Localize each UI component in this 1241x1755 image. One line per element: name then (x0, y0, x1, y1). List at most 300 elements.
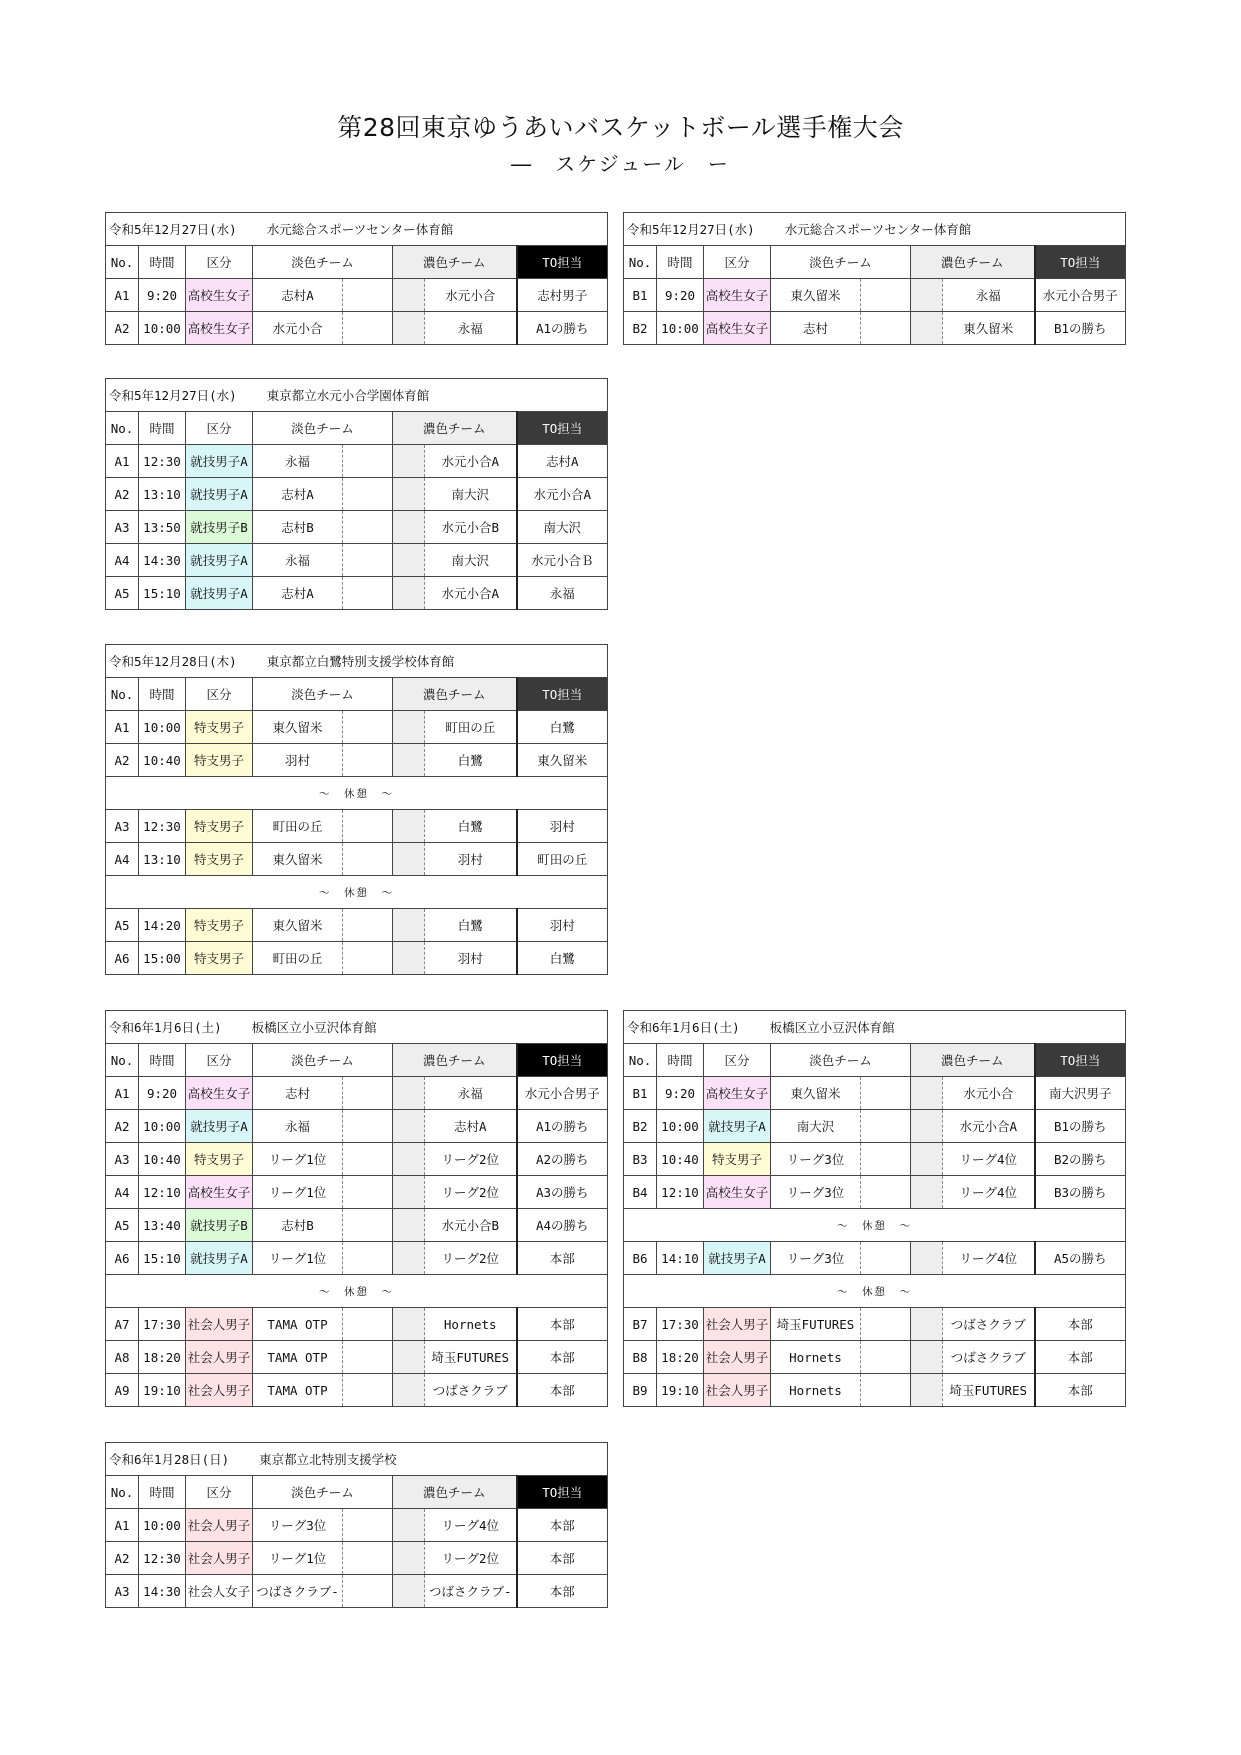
light-team: 埼玉FUTURES (771, 1308, 861, 1341)
to-assignment: 本部 (517, 1575, 608, 1608)
match-time: 10:00 (139, 711, 186, 744)
header-to: TO担当 (517, 246, 608, 279)
light-team-spacer (861, 1176, 911, 1209)
to-assignment: 町田の丘 (517, 843, 608, 876)
dark-team: 南大沢 (425, 478, 517, 511)
dark-team: 白鷺 (425, 909, 517, 942)
venue-date: 令和6年1月28日(日) (109, 1452, 230, 1467)
header-time: 時間 (139, 1044, 186, 1077)
dark-team-spacer (393, 1209, 425, 1242)
match-category: 高校生女子 (704, 1176, 771, 1209)
match-category: 就技男子B (186, 1209, 253, 1242)
match-time: 12:30 (139, 810, 186, 843)
match-no: B9 (624, 1374, 657, 1407)
to-assignment: A4の勝ち (517, 1209, 608, 1242)
header-dark-team: 濃色チーム (393, 1044, 517, 1077)
schedule-table (105, 1442, 608, 1608)
match-time: 17:30 (657, 1308, 704, 1341)
match-row (624, 1143, 1126, 1176)
light-team-spacer (343, 478, 393, 511)
match-no: A5 (106, 1209, 139, 1242)
match-time: 10:40 (139, 744, 186, 777)
dark-team-spacer (911, 1374, 943, 1407)
header-light-team: 淡色チーム (771, 1044, 911, 1077)
to-assignment: 志村A (517, 445, 608, 478)
schedule-table (623, 1010, 1126, 1407)
light-team: 東久留米 (253, 909, 343, 942)
match-category: 就技男子A (186, 577, 253, 610)
header-time: 時間 (139, 678, 186, 711)
light-team-spacer (343, 744, 393, 777)
dark-team: つばさクラブ- (425, 1575, 517, 1608)
header-dark-team: 濃色チーム (393, 246, 517, 279)
to-assignment: 白鷺 (517, 942, 608, 975)
dark-team: つばさクラブ (425, 1374, 517, 1407)
match-no: B2 (624, 1110, 657, 1143)
header-no: No. (106, 246, 139, 279)
light-team: 羽村 (253, 744, 343, 777)
venue-name: 水元総合スポーツセンター体育館 (266, 222, 454, 237)
match-row (624, 1242, 1126, 1275)
match-row (106, 1143, 608, 1176)
venue-header (624, 1011, 1126, 1044)
header-dark-team: 濃色チーム (911, 246, 1035, 279)
light-team: 志村A (253, 279, 343, 312)
match-no: A1 (106, 711, 139, 744)
break-row (106, 777, 608, 810)
dark-team-spacer (393, 1077, 425, 1110)
match-category: 就技男子A (186, 445, 253, 478)
dark-team-spacer (393, 1176, 425, 1209)
match-time: 10:40 (139, 1143, 186, 1176)
table-header-row (624, 1044, 1126, 1077)
header-no: No. (624, 246, 657, 279)
match-time: 12:10 (657, 1176, 704, 1209)
match-no: A6 (106, 942, 139, 975)
table-header-row (106, 1044, 608, 1077)
dark-team-spacer (393, 711, 425, 744)
match-no: A4 (106, 843, 139, 876)
light-team-spacer (861, 1242, 911, 1275)
header-category: 区分 (704, 1044, 771, 1077)
to-assignment: B1の勝ち (1035, 312, 1126, 345)
light-team: Hornets (771, 1341, 861, 1374)
to-assignment: 水元小合A (517, 478, 608, 511)
venue-header (106, 379, 608, 412)
match-no: A1 (106, 279, 139, 312)
dark-team-spacer (393, 1242, 425, 1275)
dark-team-spacer (393, 1374, 425, 1407)
light-team-spacer (861, 312, 911, 345)
match-no: A9 (106, 1374, 139, 1407)
match-no: B8 (624, 1341, 657, 1374)
light-team-spacer (861, 1110, 911, 1143)
break-label: ～ 休憩 ～ (106, 1275, 608, 1308)
light-team: 東久留米 (253, 711, 343, 744)
header-to: TO担当 (517, 412, 608, 445)
match-category: 社会人男子 (704, 1308, 771, 1341)
match-row (624, 279, 1126, 312)
match-category: 社会人男子 (186, 1509, 253, 1542)
match-time: 9:20 (139, 1077, 186, 1110)
light-team: TAMA OTP (253, 1374, 343, 1407)
match-category: 社会人男子 (186, 1374, 253, 1407)
dark-team-spacer (911, 1341, 943, 1374)
header-dark-team: 濃色チーム (393, 678, 517, 711)
match-row (106, 843, 608, 876)
light-team-spacer (343, 711, 393, 744)
match-category: 社会人男子 (186, 1308, 253, 1341)
dark-team: 水元小合A (425, 577, 517, 610)
light-team-spacer (861, 1143, 911, 1176)
light-team: リーグ1位 (253, 1542, 343, 1575)
match-category: 就技男子A (704, 1242, 771, 1275)
page-subtitle: ― スケジュール ー (511, 152, 730, 176)
match-category: 社会人女子 (186, 1575, 253, 1608)
break-label: ～ 休憩 ～ (106, 876, 608, 909)
venue-date: 令和5年12月27日(水) (109, 388, 237, 403)
match-row (106, 511, 608, 544)
to-assignment: 水元小合男子 (517, 1077, 608, 1110)
dark-team-spacer (393, 942, 425, 975)
match-no: B1 (624, 279, 657, 312)
match-time: 12:30 (139, 1542, 186, 1575)
match-row (624, 1308, 1126, 1341)
break-label: ～ 休憩 ～ (624, 1275, 1126, 1308)
match-time: 13:10 (139, 843, 186, 876)
match-row (106, 1176, 608, 1209)
match-category: 社会人男子 (186, 1542, 253, 1575)
venue-name: 水元総合スポーツセンター体育館 (784, 222, 972, 237)
match-row (106, 577, 608, 610)
venue-header (106, 1011, 608, 1044)
light-team: 志村A (253, 478, 343, 511)
to-assignment: 羽村 (517, 909, 608, 942)
to-assignment: A3の勝ち (517, 1176, 608, 1209)
match-time: 9:20 (657, 1077, 704, 1110)
dark-team-spacer (393, 445, 425, 478)
match-category: 社会人男子 (704, 1374, 771, 1407)
dark-team: 水元小合 (425, 279, 517, 312)
to-assignment: A1の勝ち (517, 1110, 608, 1143)
light-team: 永福 (253, 445, 343, 478)
match-category: 就技男子A (704, 1110, 771, 1143)
to-assignment: B1の勝ち (1035, 1110, 1126, 1143)
match-category: 就技男子A (186, 478, 253, 511)
dark-team-spacer (393, 1341, 425, 1374)
match-time: 14:10 (657, 1242, 704, 1275)
dark-team: 埼玉FUTURES (943, 1374, 1035, 1407)
light-team: Hornets (771, 1374, 861, 1407)
venue-date: 令和5年12月27日(水) (109, 222, 237, 237)
match-row (106, 1575, 608, 1608)
dark-team: Hornets (425, 1308, 517, 1341)
light-team: リーグ1位 (253, 1242, 343, 1275)
to-assignment: 本部 (1035, 1308, 1126, 1341)
match-category: 高校生女子 (704, 312, 771, 345)
to-assignment: 本部 (517, 1308, 608, 1341)
header-time: 時間 (139, 1476, 186, 1509)
match-row (106, 312, 608, 345)
light-team-spacer (343, 1176, 393, 1209)
to-assignment: 東久留米 (517, 744, 608, 777)
light-team: TAMA OTP (253, 1341, 343, 1374)
match-no: A4 (106, 1176, 139, 1209)
match-time: 9:20 (139, 279, 186, 312)
table-header-row (624, 246, 1126, 279)
dark-team: リーグ4位 (943, 1176, 1035, 1209)
light-team-spacer (343, 1575, 393, 1608)
light-team: 志村 (253, 1077, 343, 1110)
light-team-spacer (343, 1374, 393, 1407)
dark-team-spacer (393, 544, 425, 577)
match-time: 10:00 (139, 1110, 186, 1143)
match-time: 18:20 (657, 1341, 704, 1374)
match-no: A4 (106, 544, 139, 577)
dark-team-spacer (393, 810, 425, 843)
dark-team: 水元小合B (425, 511, 517, 544)
match-category: 特支男子 (186, 909, 253, 942)
light-team-spacer (343, 1341, 393, 1374)
match-time: 14:20 (139, 909, 186, 942)
match-category: 特支男子 (186, 843, 253, 876)
light-team: 東久留米 (253, 843, 343, 876)
match-category: 特支男子 (186, 1143, 253, 1176)
match-row (106, 445, 608, 478)
dark-team-spacer (393, 843, 425, 876)
light-team-spacer (343, 279, 393, 312)
venue-date: 令和5年12月28日(木) (109, 654, 237, 669)
break-row (624, 1275, 1126, 1308)
match-category: 特支男子 (704, 1143, 771, 1176)
match-row (624, 1374, 1126, 1407)
light-team-spacer (343, 1242, 393, 1275)
to-assignment: 南大沢 (517, 511, 608, 544)
to-assignment: 羽村 (517, 810, 608, 843)
light-team-spacer (343, 1110, 393, 1143)
match-no: A5 (106, 909, 139, 942)
match-time: 18:20 (139, 1341, 186, 1374)
header-no: No. (106, 1476, 139, 1509)
match-no: A1 (106, 1509, 139, 1542)
dark-team-spacer (393, 1143, 425, 1176)
table-header-row (106, 246, 608, 279)
dark-team: 志村A (425, 1110, 517, 1143)
match-no: A3 (106, 1575, 139, 1608)
dark-team-spacer (911, 1242, 943, 1275)
dark-team: 南大沢 (425, 544, 517, 577)
header-dark-team: 濃色チーム (393, 412, 517, 445)
dark-team: 永福 (425, 1077, 517, 1110)
schedule-table (105, 378, 608, 610)
light-team: リーグ1位 (253, 1143, 343, 1176)
header-light-team: 淡色チーム (253, 1044, 393, 1077)
match-category: 就技男子B (186, 511, 253, 544)
table-header-row (106, 412, 608, 445)
to-assignment: 白鷺 (517, 711, 608, 744)
match-time: 10:40 (657, 1143, 704, 1176)
match-category: 特支男子 (186, 810, 253, 843)
dark-team: 羽村 (425, 843, 517, 876)
dark-team-spacer (393, 1110, 425, 1143)
dark-team: リーグ4位 (943, 1242, 1035, 1275)
match-no: A3 (106, 511, 139, 544)
schedule-table (105, 212, 608, 345)
match-row (106, 744, 608, 777)
match-row (624, 1176, 1126, 1209)
light-team: 志村B (253, 511, 343, 544)
venue-name: 東京都立白鷺特別支援学校体育館 (266, 654, 455, 669)
dark-team-spacer (911, 1176, 943, 1209)
match-time: 19:10 (657, 1374, 704, 1407)
light-team-spacer (861, 1077, 911, 1110)
match-no: A2 (106, 478, 139, 511)
match-row (624, 1077, 1126, 1110)
match-row (106, 1077, 608, 1110)
match-row (624, 1341, 1126, 1374)
match-row (106, 942, 608, 975)
light-team-spacer (343, 1542, 393, 1575)
venue-date: 令和6年1月6日(土) (627, 1020, 740, 1035)
dark-team: リーグ2位 (425, 1176, 517, 1209)
page-title: 第28回東京ゆうあいバスケットボール選手権大会 (337, 113, 904, 142)
light-team-spacer (343, 1509, 393, 1542)
table-header-row (106, 678, 608, 711)
match-row (106, 1341, 608, 1374)
dark-team-spacer (393, 1575, 425, 1608)
header-category: 区分 (186, 1476, 253, 1509)
match-category: 特支男子 (186, 711, 253, 744)
schedule-table (105, 1010, 608, 1407)
light-team-spacer (343, 544, 393, 577)
light-team: 志村B (253, 1209, 343, 1242)
light-team: リーグ3位 (771, 1143, 861, 1176)
match-no: B7 (624, 1308, 657, 1341)
to-assignment: 永福 (517, 577, 608, 610)
header-time: 時間 (657, 246, 704, 279)
header-light-team: 淡色チーム (253, 678, 393, 711)
header-category: 区分 (186, 412, 253, 445)
match-time: 9:20 (657, 279, 704, 312)
dark-team: 水元小合A (943, 1110, 1035, 1143)
to-assignment: A2の勝ち (517, 1143, 608, 1176)
match-no: B4 (624, 1176, 657, 1209)
light-team-spacer (343, 843, 393, 876)
dark-team-spacer (911, 279, 943, 312)
match-no: A2 (106, 1542, 139, 1575)
header-no: No. (106, 678, 139, 711)
header-time: 時間 (139, 412, 186, 445)
match-category: 就技男子A (186, 1242, 253, 1275)
match-time: 12:10 (139, 1176, 186, 1209)
match-no: A3 (106, 1143, 139, 1176)
light-team-spacer (343, 511, 393, 544)
header-category: 区分 (186, 1044, 253, 1077)
match-category: 高校生女子 (704, 279, 771, 312)
dark-team-spacer (393, 511, 425, 544)
header-time: 時間 (139, 246, 186, 279)
light-team-spacer (343, 1077, 393, 1110)
to-assignment: 水元小合Ｂ (517, 544, 608, 577)
match-time: 13:50 (139, 511, 186, 544)
match-no: A1 (106, 1077, 139, 1110)
dark-team: 埼玉FUTURES (425, 1341, 517, 1374)
dark-team: つばさクラブ (943, 1308, 1035, 1341)
break-row (624, 1209, 1126, 1242)
schedule-table (105, 644, 608, 975)
match-row (106, 810, 608, 843)
header-to: TO担当 (517, 1044, 608, 1077)
to-assignment: B3の勝ち (1035, 1176, 1126, 1209)
venue-header (106, 1443, 608, 1476)
match-time: 17:30 (139, 1308, 186, 1341)
dark-team-spacer (393, 1542, 425, 1575)
match-no: B1 (624, 1077, 657, 1110)
venue-header (106, 645, 608, 678)
to-assignment: 本部 (517, 1242, 608, 1275)
light-team-spacer (343, 909, 393, 942)
match-no: A5 (106, 577, 139, 610)
dark-team-spacer (393, 577, 425, 610)
dark-team-spacer (393, 1308, 425, 1341)
to-assignment: 本部 (1035, 1374, 1126, 1407)
dark-team: リーグ4位 (425, 1509, 517, 1542)
dark-team: 水元小合 (943, 1077, 1035, 1110)
to-assignment: 本部 (517, 1374, 608, 1407)
match-time: 15:10 (139, 1242, 186, 1275)
light-team-spacer (343, 445, 393, 478)
header-no: No. (624, 1044, 657, 1077)
header-light-team: 淡色チーム (253, 1476, 393, 1509)
match-no: B2 (624, 312, 657, 345)
header-to: TO担当 (517, 1476, 608, 1509)
match-no: A8 (106, 1341, 139, 1374)
light-team-spacer (343, 942, 393, 975)
to-assignment: 本部 (517, 1542, 608, 1575)
light-team: つばさクラブ- (253, 1575, 343, 1608)
light-team-spacer (861, 279, 911, 312)
match-time: 13:10 (139, 478, 186, 511)
light-team: 永福 (253, 544, 343, 577)
to-assignment: 本部 (517, 1341, 608, 1374)
match-time: 10:00 (657, 1110, 704, 1143)
to-assignment: 本部 (1035, 1341, 1126, 1374)
venue-name: 東京都立北特別支援学校 (259, 1452, 397, 1467)
match-no: A2 (106, 744, 139, 777)
break-label: ～ 休憩 ～ (106, 777, 608, 810)
dark-team: リーグ2位 (425, 1242, 517, 1275)
match-row (106, 711, 608, 744)
light-team: リーグ3位 (253, 1509, 343, 1542)
light-team-spacer (343, 1209, 393, 1242)
schedule-table (623, 212, 1126, 345)
match-no: A1 (106, 445, 139, 478)
dark-team-spacer (393, 478, 425, 511)
to-assignment: 南大沢男子 (1035, 1077, 1126, 1110)
match-row (106, 279, 608, 312)
dark-team: リーグ2位 (425, 1143, 517, 1176)
match-row (624, 1110, 1126, 1143)
venue-header (624, 213, 1126, 246)
to-assignment: 水元小合男子 (1035, 279, 1126, 312)
match-no: B3 (624, 1143, 657, 1176)
match-time: 19:10 (139, 1374, 186, 1407)
venue-header (106, 213, 608, 246)
light-team: 南大沢 (771, 1110, 861, 1143)
match-category: 高校生女子 (704, 1077, 771, 1110)
match-row (106, 1110, 608, 1143)
to-assignment: B2の勝ち (1035, 1143, 1126, 1176)
